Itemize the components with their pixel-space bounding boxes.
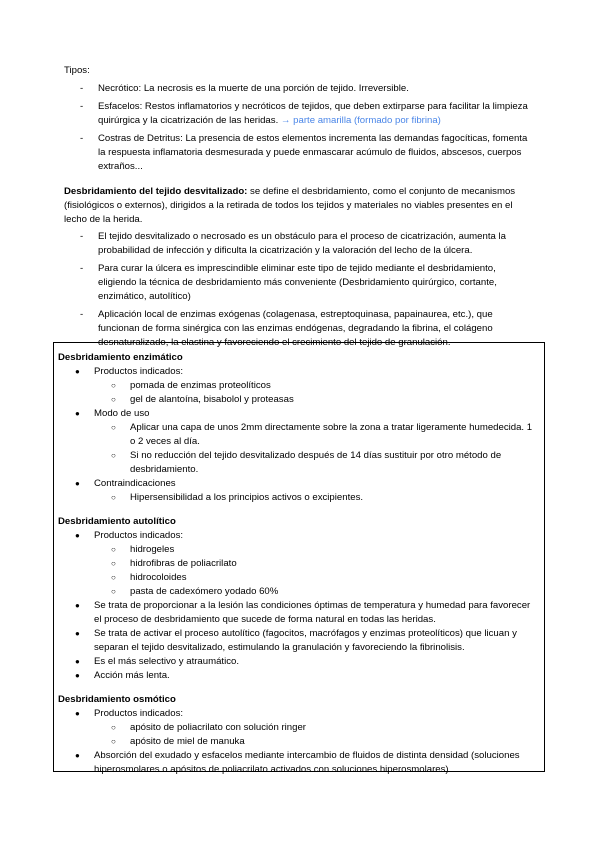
list-item: ○ Si no reducción del tejido desvitalizado después de 14 días sustituir por otro método de desbridamiento.: [130, 449, 536, 477]
enzimatico-modo: [94, 421, 536, 477]
list-item: ○ pasta de cadexómero yodado 60%: [130, 585, 536, 599]
list-item: ● Productos indicados: ○ pomada de enzimas proteolíticos ○ gel de alantoína, bisabolol y proteasas: [94, 365, 536, 407]
desbridamiento-list: [64, 230, 534, 350]
list-item: ● Productos indicados: ○ hidrogeles ○ hidrofibras de poliacrilato ○ hidrocoloides ○ pasta de cadexómero yodado 60%: [94, 529, 536, 599]
list-item: ● Es el más selectivo y atraumático.: [94, 655, 536, 669]
list-item: ● Acción más lenta.: [94, 669, 536, 683]
desbridamiento-types-box: [53, 342, 545, 775]
list-item: ● Se trata de activar el proceso autolítico (fagocitos, macrófagos y enzimas proteolíticos) que licuan y separan el tejido desvitalizado, estimulando la granulación y favoreciendo la fibrinolisis.: [94, 627, 536, 655]
enzimatico-list: [58, 365, 536, 505]
list-item: - Aplicación local de enzimas exógenas (colagenasa, estreptoquinasa, papainaurea, etc.), que funcionan de forma sinérgica con las enzimas endógenas, degradando la fibrina, el colágeno desnaturalizado, la elastina y favoreciendo el crecimiento del tejido de granulación.: [98, 308, 534, 350]
list-item: ○ pomada de enzimas proteolíticos: [130, 379, 536, 393]
list-item: - Para curar la úlcera es imprescindible eliminar este tipo de tejido mediante el desbridamiento, eligiendo la técnica de desbridamiento más conveniente (Desbridamiento quirúrgico, cortante, enzimático, autolítico): [98, 262, 534, 304]
osmotico-title: Desbridamiento osmótico: [58, 694, 176, 705]
desbridamiento-intro: Desbridamiento del tejido desvitalizado: se define el desbridamiento, como el conjunto de mecanismos (fisiológicos o externos), dirigidos a la retirada de todos los tejidos y materiales no viables presentes en el lecho de la herida.: [64, 186, 516, 225]
list-item: ○ Hipersensibilidad a los principios activos o excipientes.: [130, 491, 536, 505]
enzimatico-title: Desbridamiento enzimático: [58, 352, 183, 363]
list-item: - Necrótico: La necrosis es la muerte de una porción de tejido. Irreversible.: [98, 82, 534, 96]
tipos-heading: Tipos:: [64, 65, 90, 76]
list-item: ● Se trata de proporcionar a la lesión las condiciones óptimas de temperatura y humedad para favorecer el proceso de desbridamiento que sucede de forma natural en todas las heridas.: [94, 599, 536, 627]
list-item: ● Absorción del exudado y esfacelos mediante intercambio de fluidos de distinta densidad (soluciones hiperosmolares o apósitos de poliacrilato activados con soluciones hiperosmolares): [94, 749, 536, 777]
list-item: ● Contraindicaciones ○ Hipersensibilidad a los principios activos o excipientes.: [94, 477, 536, 505]
list-item: ● Modo de uso ○ Aplicar una capa de unos 2mm directamente sobre la zona a tratar ligeramente humedecida. 1 o 2 veces al día. ○ Si no reducción del tejido desvitalizado después de 14 días sustituir por otro método de desbridamiento.: [94, 407, 536, 477]
esfacelos-note: → parte amarilla (formado por fibrina): [280, 115, 441, 126]
list-item: ○ apósito de poliacrilato con solución ringer: [130, 721, 536, 735]
autolitico-list: [58, 529, 536, 683]
autolitico-productos: [94, 543, 536, 599]
osmotico-productos: [94, 721, 536, 749]
list-item: ○ gel de alantoína, bisabolol y proteasas: [130, 393, 536, 407]
list-item: - El tejido desvitalizado o necrosado es un obstáculo para el proceso de cicatrización, aumenta la probabilidad de infección y dificulta la cicatrización y la valoración del lecho de la úlcera.: [98, 230, 534, 258]
list-item: ○ apósito de miel de manuka: [130, 735, 536, 749]
list-item: ○ Aplicar una capa de unos 2mm directamente sobre la zona a tratar ligeramente humedecida. 1 o 2 veces al día.: [130, 421, 536, 449]
desbridamiento-section: [64, 185, 534, 354]
list-item: - Esfacelos: Restos inflamatorios y necróticos de tejidos, que deben extirparse para facilitar la limpieza quirúrgica y la cicatrización de las heridas. → parte amarilla (formado por fibrina): [98, 100, 534, 128]
list-item: ○ hidrofibras de poliacrilato: [130, 557, 536, 571]
tipos-section: [64, 64, 534, 178]
osmotico-section: [58, 693, 536, 777]
enzimatico-contra: [94, 491, 536, 505]
osmotico-list: [58, 707, 536, 777]
list-item: - Costras de Detritus: La presencia de estos elementos incrementa las demandas fagocíticas, fomenta la respuesta inflamatoria desmesurada y puede enmascarar acúmulo de fluidos, abscesos, cuerpos extraños...: [98, 132, 534, 174]
tipos-list: [64, 82, 534, 174]
enzimatico-section: [58, 351, 536, 505]
list-item: ● Productos indicados: ○ apósito de poliacrilato con solución ringer ○ apósito de miel de manuka: [94, 707, 536, 749]
autolitico-title: Desbridamiento autolítico: [58, 516, 176, 527]
enzimatico-productos: [94, 379, 536, 407]
list-item: ○ hidrocoloides: [130, 571, 536, 585]
list-item: ○ hidrogeles: [130, 543, 536, 557]
autolitico-section: [58, 515, 536, 683]
desbridamiento-title: Desbridamiento del tejido desvitalizado:: [64, 186, 248, 197]
